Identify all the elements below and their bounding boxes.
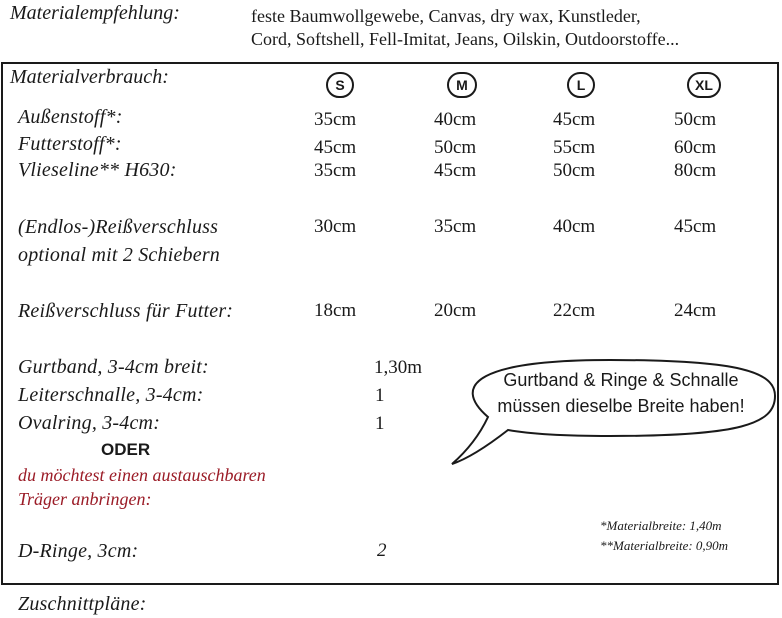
speech-bubble-line-2: müssen dieselbe Breite haben! — [497, 396, 745, 416]
recommendation-title: Materialempfehlung: — [10, 2, 180, 24]
row-label-vlieseline: Vlieseline** H630: — [18, 159, 177, 181]
value-aussenstoff-m: 40cm — [434, 109, 477, 130]
value-futterstoff-m: 50cm — [434, 137, 477, 158]
size-s-badge: S — [326, 72, 354, 98]
value-aussenstoff-l: 45cm — [553, 109, 596, 130]
row-label-reissverschluss: (Endlos-)Reißverschluss — [18, 216, 219, 238]
value-vlieseline-m: 45cm — [434, 160, 477, 181]
footnote-outer-fabric: *Materialbreite: 1,40m — [600, 518, 722, 533]
value-ovalring: 1 — [375, 413, 385, 434]
row-label-aussenstoff: Außenstoff*: — [18, 106, 123, 128]
value-rv-futter-s: 18cm — [314, 300, 357, 321]
oder-label: ODER — [101, 440, 151, 459]
speech-bubble-text — [476, 367, 766, 419]
value-reissverschluss-l: 40cm — [553, 216, 596, 237]
value-reissverschluss-s: 30cm — [314, 216, 357, 237]
recommendation-line-2: Cord, Softshell, Fell-Imitat, Jeans, Oilskin, Outdoorstoffe... — [251, 29, 680, 49]
value-futterstoff-xl: 60cm — [674, 137, 717, 158]
alternative-line-1: du möchtest einen austauschbaren — [18, 465, 266, 485]
row-label-rv-futter: Reißverschluss für Futter: — [18, 300, 234, 322]
value-futterstoff-l: 55cm — [553, 137, 596, 158]
row-label-futterstoff: Futterstoff*: — [18, 133, 122, 155]
value-vlieseline-s: 35cm — [314, 160, 357, 181]
value-reissverschluss-xl: 45cm — [674, 216, 717, 237]
label-ovalring: Ovalring, 3-4cm: — [18, 412, 161, 434]
label-gurtband: Gurtband, 3-4cm breit: — [18, 356, 209, 378]
usage-title: Materialverbrauch: — [10, 66, 169, 88]
row-label-reissverschluss-note: optional mit 2 Schiebern — [18, 244, 220, 266]
value-vlieseline-xl: 80cm — [674, 160, 717, 181]
value-futterstoff-s: 45cm — [314, 137, 357, 158]
value-reissverschluss-m: 35cm — [434, 216, 477, 237]
label-d-ringe: D-Ringe, 3cm: — [18, 540, 139, 562]
value-d-ringe: 2 — [377, 540, 387, 561]
value-gurtband: 1,30m — [374, 357, 423, 378]
footnote-interfacing: **Materialbreite: 0,90m — [600, 538, 729, 553]
value-rv-futter-xl: 24cm — [674, 300, 717, 321]
size-l-badge: L — [567, 72, 595, 98]
value-leiterschnalle: 1 — [375, 385, 385, 406]
value-rv-futter-m: 20cm — [434, 300, 477, 321]
label-leiterschnalle: Leiterschnalle, 3-4cm: — [18, 384, 204, 406]
size-m-badge: M — [447, 72, 477, 98]
footer-title: Zuschnittpläne: — [18, 593, 147, 615]
recommendation-line-1: feste Baumwollgewebe, Canvas, dry wax, Kunstleder, — [251, 6, 641, 26]
size-xl-badge: XL — [687, 72, 721, 98]
value-rv-futter-l: 22cm — [553, 300, 596, 321]
alternative-line-2: Träger anbringen: — [18, 489, 152, 509]
value-aussenstoff-s: 35cm — [314, 109, 357, 130]
value-aussenstoff-xl: 50cm — [674, 109, 717, 130]
speech-bubble-line-1: Gurtband & Ringe & Schnalle — [503, 370, 739, 390]
value-vlieseline-l: 50cm — [553, 160, 596, 181]
